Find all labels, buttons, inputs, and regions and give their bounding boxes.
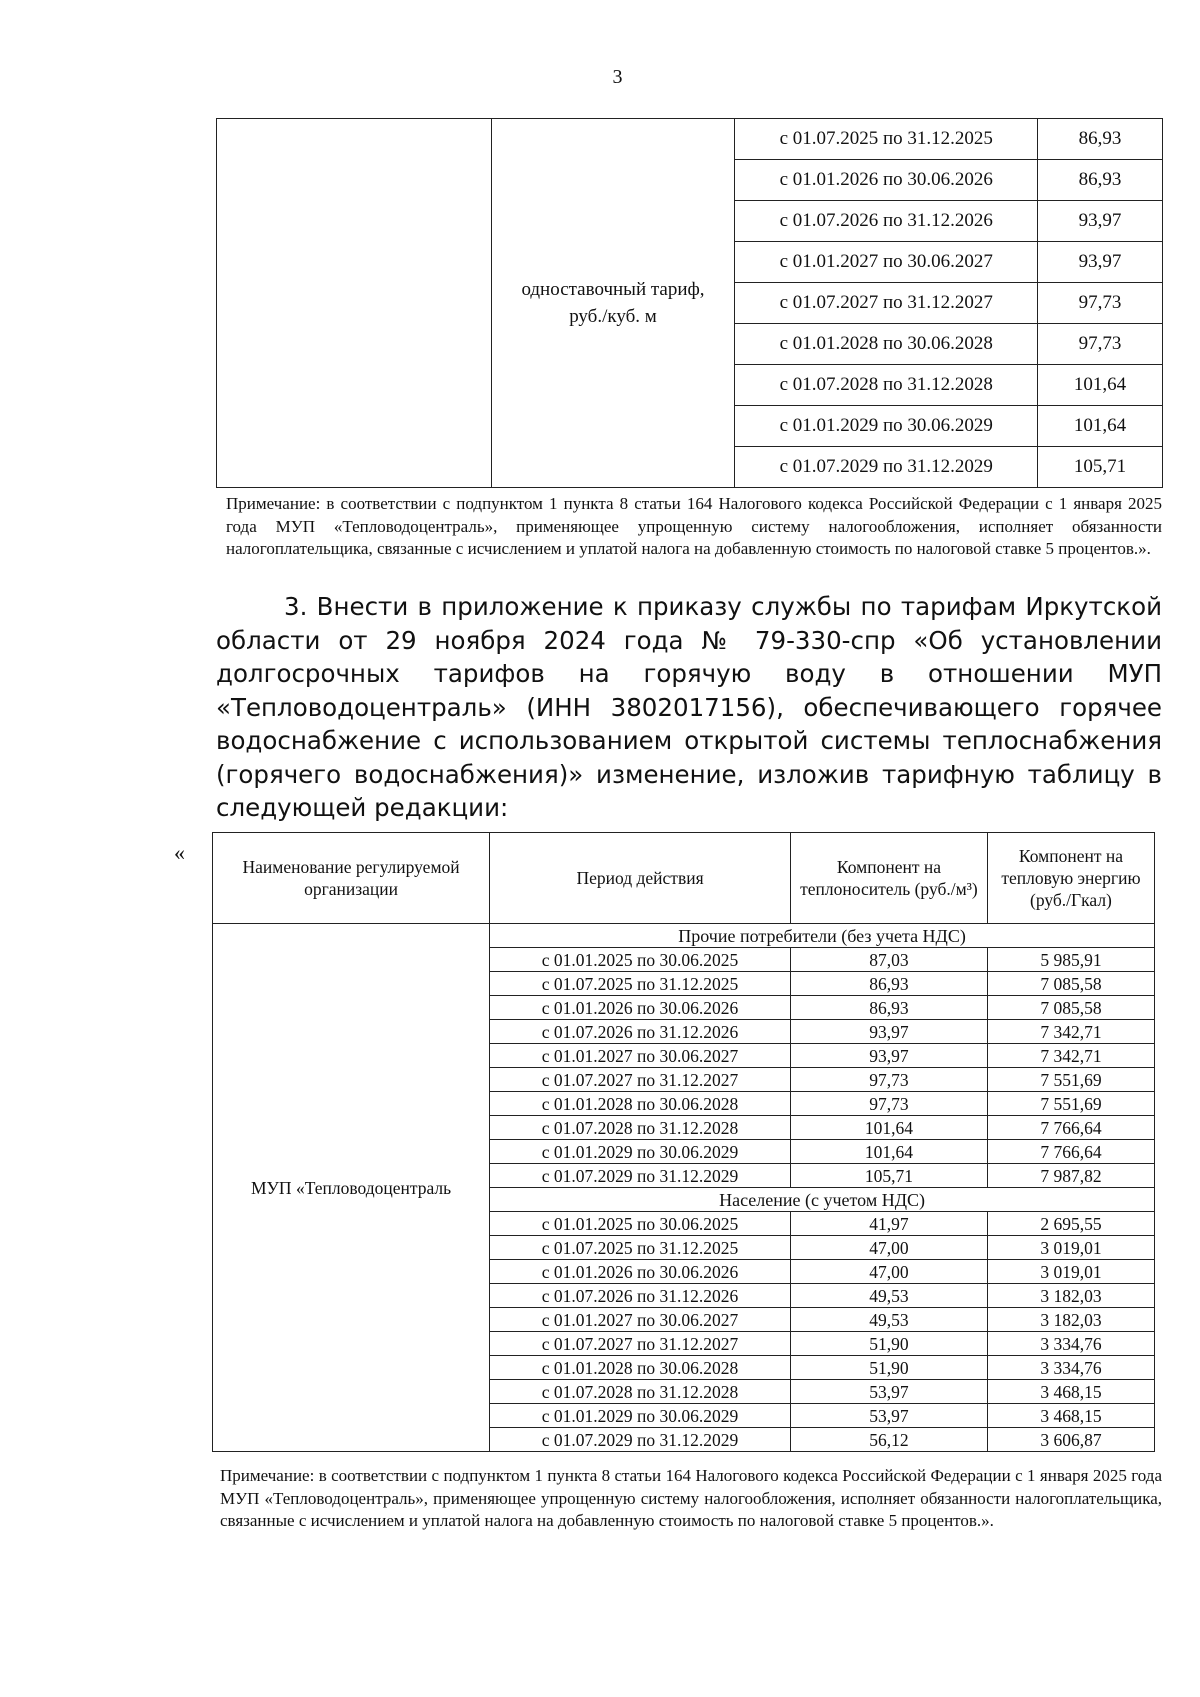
tax-note-2: Примечание: в соответствии с подпунктом 1 пункта 8 статьи 164 Налогового кодекса Российской Федерации с 1 января 2025 года МУП «Тепловодоцентраль», применяющее упрощенную систему налогообложения, исполняет обязанности налогоплательщика, связанные с исчислением и уплатой налога на добавленную стоимость по налоговой ставке 5 процентов.». xyxy=(220,1466,1162,1530)
heat-carrier-value: 105,71 xyxy=(790,1164,987,1188)
heat-carrier-value: 56,12 xyxy=(790,1428,987,1452)
value-cell: 105,71 xyxy=(1038,447,1163,488)
heat-carrier-value: 97,73 xyxy=(790,1068,987,1092)
heat-carrier-value: 53,97 xyxy=(790,1404,987,1428)
heat-energy-value: 7 342,71 xyxy=(987,1020,1154,1044)
period-cell: с 01.07.2028 по 31.12.2028 xyxy=(490,1380,791,1404)
heat-energy-value: 3 334,76 xyxy=(987,1356,1154,1380)
heat-carrier-value: 86,93 xyxy=(790,972,987,996)
period-cell: с 01.01.2025 по 30.06.2025 xyxy=(490,948,791,972)
heat-carrier-value: 93,97 xyxy=(790,1020,987,1044)
heat-carrier-value: 101,64 xyxy=(790,1140,987,1164)
heat-energy-value: 7 766,64 xyxy=(987,1140,1154,1164)
period-cell: с 01.07.2025 по 31.12.2025 xyxy=(490,972,791,996)
value-cell: 101,64 xyxy=(1038,365,1163,406)
value-cell: 97,73 xyxy=(1038,283,1163,324)
header-heat-carrier: Компонент на теплоноситель (руб./м³) xyxy=(790,833,987,924)
heat-carrier-value: 53,97 xyxy=(790,1380,987,1404)
header-org: Наименование регулируемой организации xyxy=(213,833,490,924)
heat-energy-value: 7 987,82 xyxy=(987,1164,1154,1188)
opening-quote-mark: « xyxy=(174,840,185,865)
value-cell: 101,64 xyxy=(1038,406,1163,447)
period-cell: с 01.01.2025 по 30.06.2025 xyxy=(490,1212,791,1236)
period-cell: с 01.01.2029 по 30.06.2029 xyxy=(490,1140,791,1164)
period-cell: с 01.01.2028 по 30.06.2028 xyxy=(735,324,1038,365)
period-cell: с 01.07.2026 по 31.12.2026 xyxy=(735,201,1038,242)
period-cell: с 01.01.2027 по 30.06.2027 xyxy=(490,1044,791,1068)
heat-energy-value: 2 695,55 xyxy=(987,1212,1154,1236)
period-cell: с 01.07.2027 по 31.12.2027 xyxy=(490,1068,791,1092)
period-cell: с 01.01.2029 по 30.06.2029 xyxy=(490,1404,791,1428)
header-period: Период действия xyxy=(490,833,791,924)
heat-energy-value: 5 985,91 xyxy=(987,948,1154,972)
period-cell: с 01.07.2029 по 31.12.2029 xyxy=(735,447,1038,488)
period-cell: с 01.01.2026 по 30.06.2026 xyxy=(735,160,1038,201)
heat-carrier-value: 49,53 xyxy=(790,1284,987,1308)
period-cell: с 01.07.2027 по 31.12.2027 xyxy=(735,283,1038,324)
table-row xyxy=(217,119,1163,160)
heat-carrier-value: 41,97 xyxy=(790,1212,987,1236)
tariff-label-line1: одноставочный тариф, xyxy=(521,279,705,300)
period-cell: с 01.01.2026 по 30.06.2026 xyxy=(490,996,791,1020)
value-cell: 93,97 xyxy=(1038,201,1163,242)
tariff-table-continued xyxy=(216,118,1163,488)
value-cell: 97,73 xyxy=(1038,324,1163,365)
tax-note-1: Примечание: в соответствии с подпунктом 1 пункта 8 статьи 164 Налогового кодекса Российской Федерации с 1 января 2025 года МУП «Тепловодоцентраль», применяющее упрощенную систему налогообложения, исполняет обязанности налогоплательщика, связанные с исчислением и уплатой налога на добавленную стоимость по налоговой ставке 5 процентов.». xyxy=(226,494,1162,558)
period-cell: с 01.01.2028 по 30.06.2028 xyxy=(490,1092,791,1116)
group-population-title: Население (с учетом НДС) xyxy=(490,1188,1155,1212)
value-cell: 86,93 xyxy=(1038,119,1163,160)
tariff-label-line2: руб./куб. м xyxy=(569,306,657,327)
period-cell: с 01.01.2027 по 30.06.2027 xyxy=(490,1308,791,1332)
group-other-consumers xyxy=(213,924,1155,948)
paragraph-3-text: 3. Внести в приложение к приказу службы по тарифам Иркутской области от 29 ноября 2024 года № 79-330-спр «Об установлении долгосрочных тарифов на горячую воду в отношении МУП «Тепловодоцентраль» (ИНН 3802017156), обеспечивающего горячее водоснабжение с использованием открытой системы теплоснабжения (горячего водоснабжения)» изменение, изложив тарифную таблицу в следующей редакции: xyxy=(216,592,1162,822)
period-cell: с 01.07.2026 по 31.12.2026 xyxy=(490,1284,791,1308)
heat-energy-value: 3 606,87 xyxy=(987,1428,1154,1452)
period-cell: с 01.07.2026 по 31.12.2026 xyxy=(490,1020,791,1044)
period-cell: с 01.07.2025 по 31.12.2025 xyxy=(735,119,1038,160)
heat-energy-value: 7 085,58 xyxy=(987,972,1154,996)
heat-energy-value: 3 019,01 xyxy=(987,1236,1154,1260)
group-other-consumers-title: Прочие потребители (без учета НДС) xyxy=(490,924,1155,948)
period-cell: с 01.07.2029 по 31.12.2029 xyxy=(490,1428,791,1452)
period-cell: с 01.07.2028 по 31.12.2028 xyxy=(490,1116,791,1140)
tariff-type-cell xyxy=(491,119,735,488)
heat-carrier-value: 49,53 xyxy=(790,1308,987,1332)
heat-energy-value: 3 468,15 xyxy=(987,1404,1154,1428)
heat-energy-value: 3 182,03 xyxy=(987,1284,1154,1308)
value-cell: 86,93 xyxy=(1038,160,1163,201)
period-cell: с 01.07.2027 по 31.12.2027 xyxy=(490,1332,791,1356)
heat-carrier-value: 51,90 xyxy=(790,1356,987,1380)
page-number: 3 xyxy=(612,66,623,88)
heat-energy-value: 7 551,69 xyxy=(987,1092,1154,1116)
table-header-row xyxy=(213,833,1155,924)
heat-energy-value: 7 551,69 xyxy=(987,1068,1154,1092)
paragraph-3 xyxy=(216,590,1162,825)
period-cell: с 01.01.2029 по 30.06.2029 xyxy=(735,406,1038,447)
heat-energy-value: 3 334,76 xyxy=(987,1332,1154,1356)
period-cell: с 01.07.2025 по 31.12.2025 xyxy=(490,1236,791,1260)
heat-energy-value: 7 085,58 xyxy=(987,996,1154,1020)
org-name-cell: МУП «Тепловодоцентраль xyxy=(213,924,490,1452)
heat-carrier-value: 101,64 xyxy=(790,1116,987,1140)
heat-carrier-value: 86,93 xyxy=(790,996,987,1020)
heat-energy-value: 3 019,01 xyxy=(987,1260,1154,1284)
header-heat-energy: Компонент на тепловую энергию (руб./Гкал) xyxy=(987,833,1154,924)
heat-energy-value: 3 182,03 xyxy=(987,1308,1154,1332)
hot-water-tariff-table xyxy=(212,832,1155,1452)
heat-carrier-value: 97,73 xyxy=(790,1092,987,1116)
heat-energy-value: 3 468,15 xyxy=(987,1380,1154,1404)
period-cell: с 01.07.2028 по 31.12.2028 xyxy=(735,365,1038,406)
heat-carrier-value: 51,90 xyxy=(790,1332,987,1356)
heat-energy-value: 7 342,71 xyxy=(987,1044,1154,1068)
heat-carrier-value: 87,03 xyxy=(790,948,987,972)
period-cell: с 01.01.2028 по 30.06.2028 xyxy=(490,1356,791,1380)
heat-carrier-value: 47,00 xyxy=(790,1260,987,1284)
value-cell: 93,97 xyxy=(1038,242,1163,283)
org-cell-empty xyxy=(217,119,492,488)
heat-energy-value: 7 766,64 xyxy=(987,1116,1154,1140)
heat-carrier-value: 93,97 xyxy=(790,1044,987,1068)
period-cell: с 01.01.2027 по 30.06.2027 xyxy=(735,242,1038,283)
heat-carrier-value: 47,00 xyxy=(790,1236,987,1260)
period-cell: с 01.01.2026 по 30.06.2026 xyxy=(490,1260,791,1284)
period-cell: с 01.07.2029 по 31.12.2029 xyxy=(490,1164,791,1188)
